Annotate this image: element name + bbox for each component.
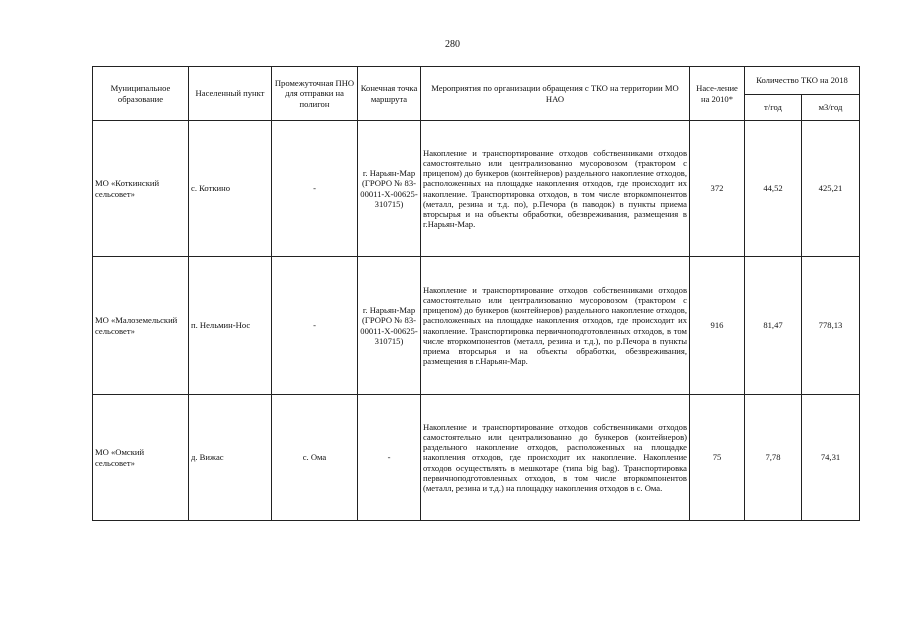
cell-tons: 81,47: [745, 257, 802, 395]
cell-measures: Накопление и транспортирование отходов собственниками отходов самостоятельно или централизованно мусоровозом (трактором с прицепом) до бункеров (контейнеров) раздельного накопление отходов, расположенных на площадке накопления отходов, где происходит их накопление. Транспортировка отходов, в том числе вторкомпонентов (металл, резина и т.д. по), р.Печора (в паводок) в пункты приема вторсырья и на объекты обработки, обезвреживания, размещения в г.Нарьян-Мар.: [421, 121, 690, 257]
table-row: [93, 257, 860, 395]
cell-endpoint: -: [358, 395, 421, 521]
page-number: 280: [445, 39, 460, 50]
cell-population: 916: [690, 257, 745, 395]
cell-municipality: МО «Коткинский сельсовет»: [93, 121, 189, 257]
table-row: [93, 395, 860, 521]
cell-settlement: п. Нельмин-Нос: [189, 257, 272, 395]
cell-settlement: с. Коткино: [189, 121, 272, 257]
tko-measures-table: [92, 66, 860, 521]
cell-transfer-point: -: [272, 257, 358, 395]
cell-cubic: 778,13: [802, 257, 860, 395]
cell-cubic: 74,31: [802, 395, 860, 521]
header-settlement: Населенный пункт: [189, 67, 272, 121]
cell-tons: 44,52: [745, 121, 802, 257]
cell-endpoint: г. Нарьян-Мар (ГРОРО № 83-00011-Х-00625-310715): [358, 121, 421, 257]
cell-population: 75: [690, 395, 745, 521]
header-tko-amount: Количество ТКО на 2018: [745, 67, 860, 95]
cell-municipality: МО «Малоземельский сельсовет»: [93, 257, 189, 395]
cell-measures: Накопление и транспортирование отходов собственниками отходов самостоятельно или централизованно мусоровозом (трактором с прицепом) до бункеров (контейнеров) раздельного накопление отходов, расположенных на площадке накопления отходов, где происходит их накопление. Транспортировка первичноподготовленных отходов, в том числе вторкомпонентов (металл, резина и т.д.), по р.Печора в пункты приема вторсырья и на объекты обработки, обезвреживания, размещения в г.Нарьян-Мар.: [421, 257, 690, 395]
table-row: [93, 121, 860, 257]
header-municipality: Муниципальное образование: [93, 67, 189, 121]
cell-municipality: МО «Омский сельсовет»: [93, 395, 189, 521]
cell-population: 372: [690, 121, 745, 257]
header-measures: Мероприятия по организации обращения с ТКО на территории МО НАО: [421, 67, 690, 121]
header-tons: т/год: [745, 95, 802, 121]
cell-endpoint: г. Нарьян-Мар (ГРОРО № 83-00011-Х-00625-310715): [358, 257, 421, 395]
header-population: Насе-ление на 2010*: [690, 67, 745, 121]
cell-tons: 7,78: [745, 395, 802, 521]
cell-transfer-point: -: [272, 121, 358, 257]
header-endpoint: Конечная точка маршрута: [358, 67, 421, 121]
header-row: [93, 67, 860, 95]
cell-transfer-point: с. Ома: [272, 395, 358, 521]
header-cubic: м3/год: [802, 95, 860, 121]
cell-settlement: д. Вижас: [189, 395, 272, 521]
cell-measures: Накопление и транспортирование отходов собственниками отходов самостоятельно или централизованно до бункеров (контейнеров) раздельного накопление отходов, расположенных на площадке накопления отходов, где происходит их накопление. Накопление отходов осуществлять в мешкотаре (типа big bag). Транспортировка первичноподготовленных отходов, в том числе вторкомпонентов (металл, резина и т.д.) на площадку накопления отходов в с. Ома.: [421, 395, 690, 521]
cell-cubic: 425,21: [802, 121, 860, 257]
header-transfer-point: Промежуточная ПНО для отправки на полигон: [272, 67, 358, 121]
